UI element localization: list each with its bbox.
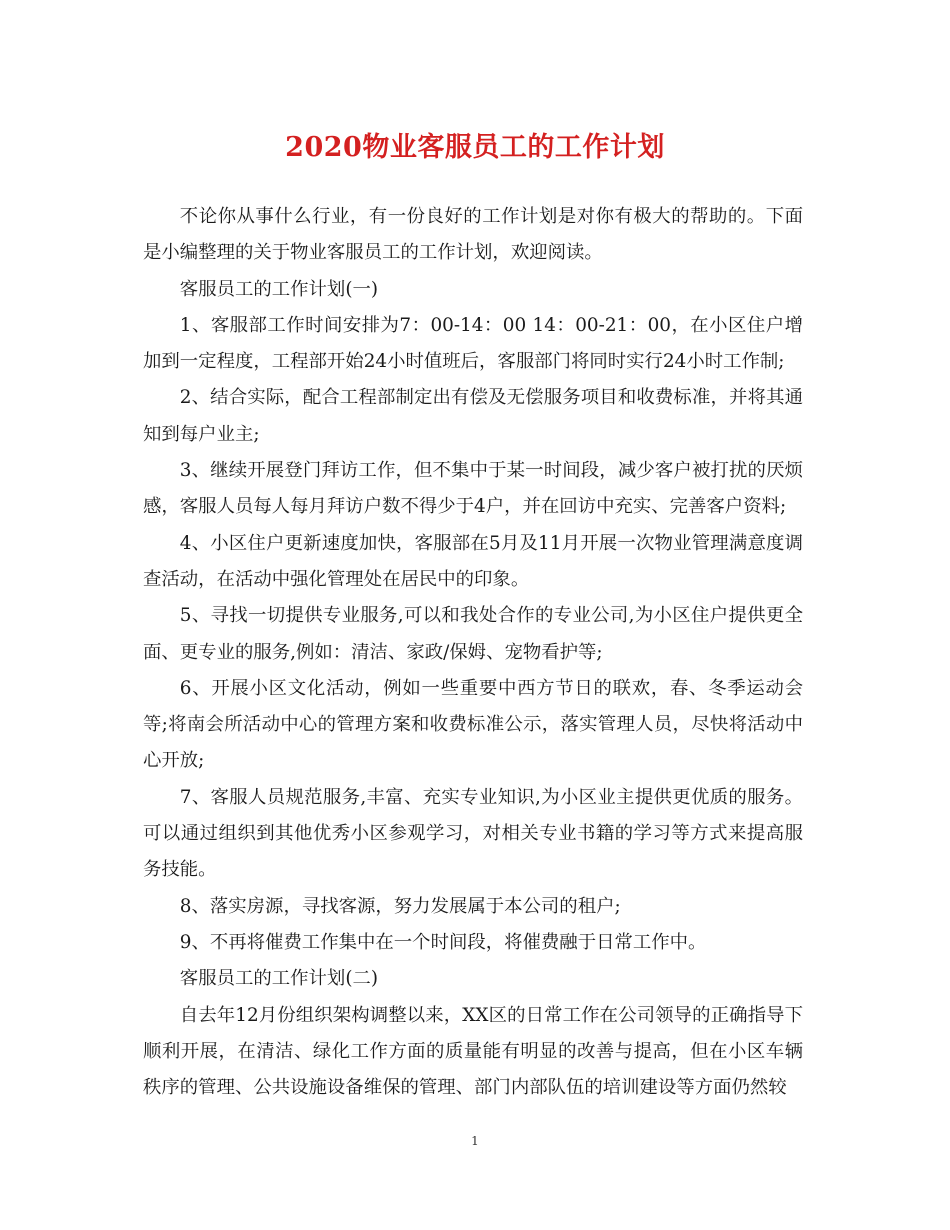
list-item: 8、落实房源，寻找客源，努力发展属于本公司的租户; xyxy=(179,895,621,917)
intro-paragraph: 不论你从事什么行业，有一份良好的工作计划是对你有极大的帮助的。下面是小编整理的关于物业客服员工的工作计划，欢迎阅读。 xyxy=(143,206,803,264)
list-item: 5、寻找一切提供专业服务,可以和我处合作的专业公司,为小区住户提供更全面、更专业的服务,例如：清洁、家政/保姆、宠物看护等; xyxy=(143,605,803,663)
list-item: 4、小区住户更新速度加快，客服部在5月及11月开展一次物业管理满意度调查活动，在活动中强化管理处在居民中的印象。 xyxy=(143,532,803,590)
list-item: 9、不再将催费工作集中在一个时间段，将催费融于日常工作中。 xyxy=(179,931,707,953)
section-heading: 客服员工的工作计划(一) xyxy=(179,278,379,300)
list-item: 7、客服人员规范服务,丰富、充实专业知识,为小区业主提供更优质的服务。可以通过组织到其他优秀小区参观学习，对相关专业书籍的学习等方式来提高服务技能。 xyxy=(143,786,803,881)
document-body xyxy=(143,199,803,1106)
body-paragraph: 自去年12月份组织架构调整以来，XX区的日常工作在公司领导的正确指导下顺利开展，在清洁、绿化工作方面的质量能有明显的改善与提高，但在小区车辆秩序的管理、公共设施设备维保的管理、部门内部队伍的培训建设等方面仍然较 xyxy=(143,1004,803,1099)
list-item: 6、开展小区文化活动，例如一些重要中西方节日的联欢，春、冬季运动会等;将南会所活动中心的管理方案和收费标准公示，落实管理人员，尽快将活动中心开放; xyxy=(143,677,803,772)
list-item: 1、客服部工作时间安排为7：00-14：00 14：00-21：00，在小区住户增加到一定程度，工程部开始24小时值班后，客服部门将同时实行24小时工作制; xyxy=(143,314,803,373)
page-number: 1 xyxy=(471,1134,479,1148)
section-heading: 客服员工的工作计划(二) xyxy=(179,968,379,990)
list-item: 3、继续开展登门拜访工作，但不集中于某一时间段，减少客户被打扰的厌烦感，客服人员每人每月拜访户数不得少于4户，并在回访中充实、完善客户资料; xyxy=(143,460,803,518)
document-title: 2020物业客服员工的工作计划 xyxy=(285,132,665,163)
list-item: 2、结合实际，配合工程部制定出有偿及无偿服务项目和收费标准，并将其通知到每户业主; xyxy=(143,387,803,445)
